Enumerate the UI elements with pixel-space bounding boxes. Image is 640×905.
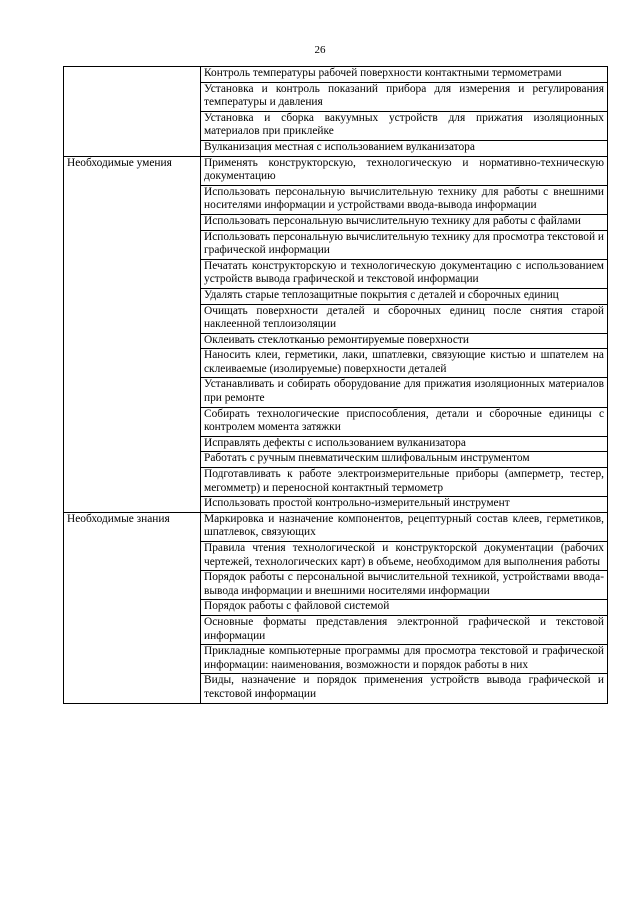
requirement-item: Установка и сборка вакуумных устройств для прижатия изоляционных материалов при приклейке <box>201 111 608 140</box>
page-number: 26 <box>314 44 326 56</box>
requirement-item: Маркировка и назначение компонентов, рецептурный состав клеев, герметиков, шпатлевок, связующих <box>201 512 608 541</box>
requirement-item: Наносить клеи, герметики, лаки, шпатлевки, связующие кистью и шпателем на склеиваемые (изолируемые) поверхности деталей <box>201 349 608 378</box>
requirement-item: Прикладные компьютерные программы для просмотра текстовой и графической информации: наименования, возможности и порядок работы в них <box>201 645 608 674</box>
requirement-item: Использовать персональную вычислительную технику для просмотра текстовой и графической информации <box>201 230 608 259</box>
requirement-item: Исправлять дефекты с использованием вулканизатора <box>201 436 608 452</box>
requirement-item: Установка и контроль показаний прибора для измерения и регулирования температуры и давления <box>201 82 608 111</box>
table-row <box>64 156 608 185</box>
requirement-item: Использовать простой контрольно-измерительный инструмент <box>201 497 608 513</box>
section-label <box>64 67 201 157</box>
requirement-item: Порядок работы с персональной вычислительной техникой, устройствами ввода-вывода информации и внешними носителями информации <box>201 571 608 600</box>
requirement-item: Правила чтения технологической и конструкторской документации (рабочих чертежей, технологических карт) в объеме, необходимом для выполнения работы <box>201 542 608 571</box>
requirements-table <box>63 66 608 704</box>
requirement-item: Собирать технологические приспособления, детали и сборочные единицы с контролем момента затяжки <box>201 407 608 436</box>
requirement-item: Основные форматы представления электронной графической и текстовой информации <box>201 615 608 644</box>
requirement-item: Использовать персональную вычислительную технику для работы с файлами <box>201 214 608 230</box>
requirement-item: Печатать конструкторскую и технологическую документацию с использованием устройств вывода графической и текстовой информации <box>201 259 608 288</box>
requirement-item: Порядок работы с файловой системой <box>201 600 608 616</box>
requirement-item: Подготавливать к работе электроизмерительные приборы (амперметр, тестер, мегомметр) и переносной контактный термометр <box>201 468 608 497</box>
table-row <box>64 512 608 541</box>
requirement-item: Использовать персональную вычислительную технику для работы с внешними носителями информации и устройствами ввода-вывода информации <box>201 185 608 214</box>
requirement-item: Контроль температуры рабочей поверхности контактными термометрами <box>201 67 608 83</box>
requirement-item: Применять конструкторскую, технологическую и нормативно-техническую документацию <box>201 156 608 185</box>
section-label: Необходимые умения <box>64 156 201 512</box>
requirement-item: Работать с ручным пневматическим шлифовальным инструментом <box>201 452 608 468</box>
requirement-item: Очищать поверхности деталей и сборочных единиц после снятия старой наклеенной теплоизоляции <box>201 304 608 333</box>
section-label: Необходимые знания <box>64 512 201 703</box>
requirement-item: Оклеивать стеклотканью ремонтируемые поверхности <box>201 333 608 349</box>
requirement-item: Удалять старые теплозащитные покрытия с деталей и сборочных единиц <box>201 288 608 304</box>
requirement-item: Виды, назначение и порядок применения устройств вывода графической и текстовой информации <box>201 674 608 703</box>
requirement-item: Устанавливать и собирать оборудование для прижатия изоляционных материалов при ремонте <box>201 378 608 407</box>
requirement-item: Вулканизация местная с использованием вулканизатора <box>201 140 608 156</box>
table-row <box>64 67 608 83</box>
